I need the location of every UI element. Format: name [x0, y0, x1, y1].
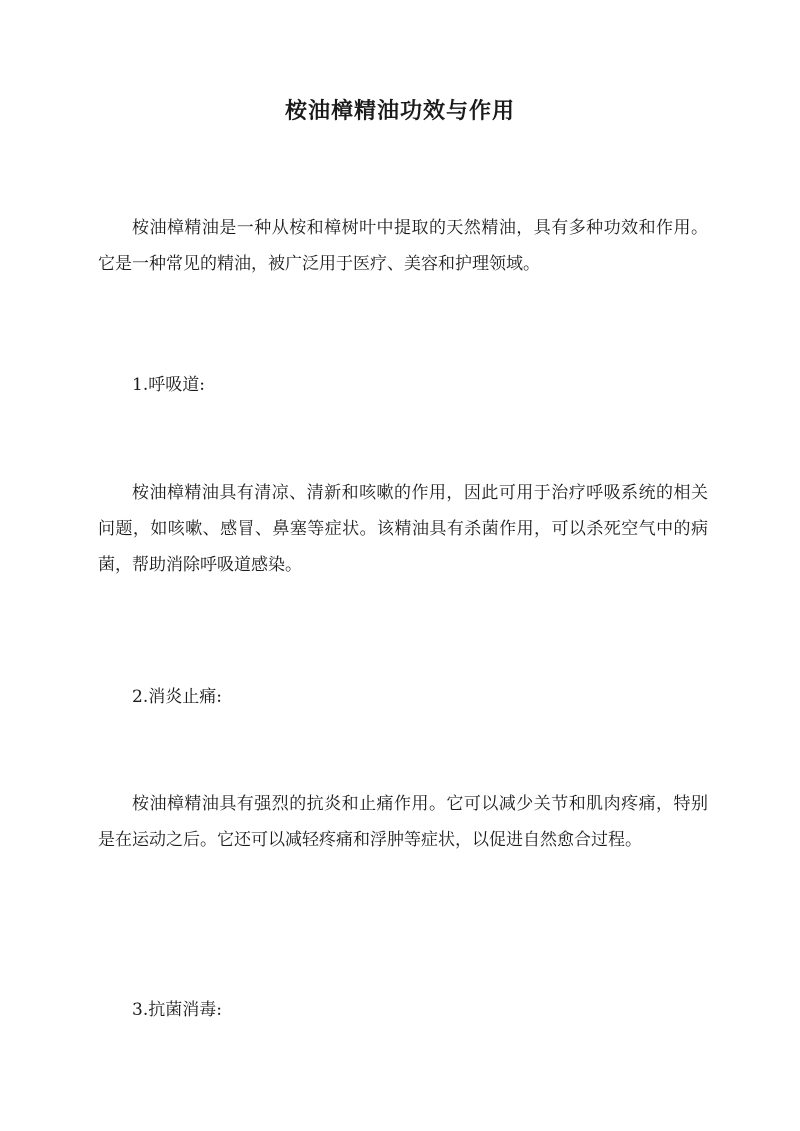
- intro-paragraph: 桉油樟精油是一种从桉和樟树叶中提取的天然精油，具有多种功效和作用。它是一种常见的精油，被广泛用于医疗、美容和护理领域。: [98, 218, 708, 274]
- section-heading-anti-inflammatory: 2.消炎止痛:: [132, 687, 222, 707]
- section-heading-respiratory: 1.呼吸道:: [132, 375, 205, 395]
- section-body-anti-inflammatory: 桉油樟精油具有强烈的抗炎和止痛作用。它可以减少关节和肌肉疼痛，特别是在运动之后。它还可以减轻疼痛和浮肿等症状，以促进自然愈合过程。: [98, 794, 708, 850]
- document-title: 桉油樟精油功效与作用: [284, 98, 515, 124]
- section-body-respiratory: 桉油樟精油具有清凉、清新和咳嗽的作用，因此可用于治疗呼吸系统的相关问题，如咳嗽、感冒、鼻塞等症状。该精油具有杀菌作用，可以杀死空气中的病菌，帮助消除呼吸道感染。: [98, 483, 708, 575]
- section-heading-antibacterial: 3.抗菌消毒:: [132, 1000, 222, 1020]
